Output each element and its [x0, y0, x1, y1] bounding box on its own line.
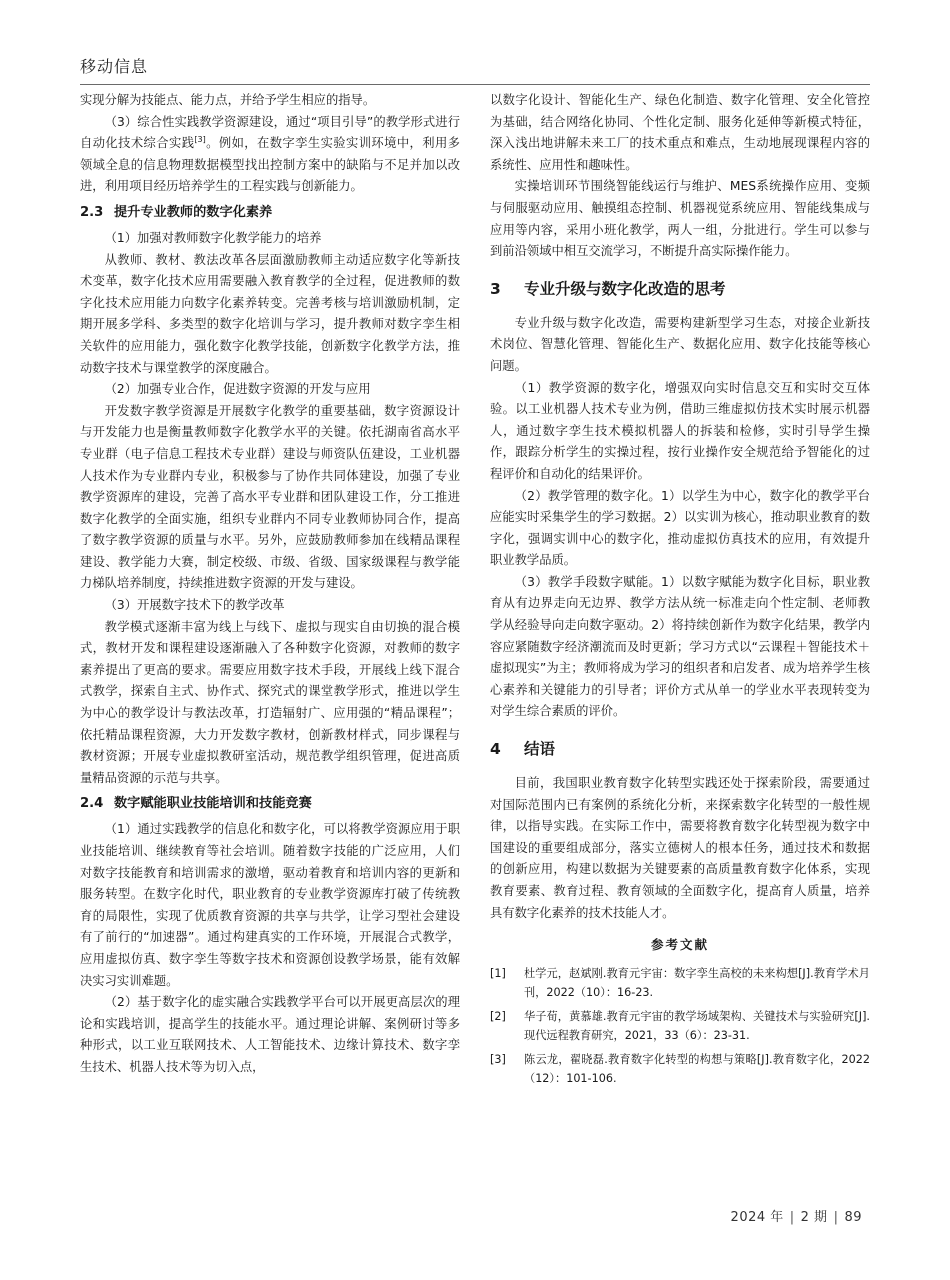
subsection-heading [80, 793, 460, 814]
paragraph: 以数字化设计、智能化生产、绿色化制造、数字化管理、安全化管控为基础，结合网络化协同、个性化定制、服务化延伸等新模式特征，深入浅出地讲解未来工厂的技术重点和难点，生动地展现课程内容的系统性、应用性和趣味性。 [490, 93, 870, 172]
paragraph-text: （3）综合性实践教学资源建设，通过“项目引导”的教学形式进行自动化技术综合实践 [80, 114, 460, 151]
paragraph: （2）基于数字化的虚实融合实践教学平台可以开展更高层次的理论和实践培训，提高学生的技能水平。通过理论讲解、案例研讨等多种形式，以工业互联网技术、人工智能技术、边缘计算技术、数字孪生技术、机器人技术等为切入点， [80, 995, 460, 1074]
paragraph: （2）加强专业合作，促进数字资源的开发与应用 [104, 382, 371, 397]
subsection-title: 数字赋能职业技能培训和技能竞赛 [114, 796, 312, 812]
page-number: 89 [844, 1210, 862, 1225]
section-number: 3 [490, 279, 501, 298]
reference-text: 陈云龙，翟晓磊.教育数字化转型的构想与策略[J].教育数字化，2022（12）：101-106. [524, 1052, 870, 1086]
paragraph: 目前，我国职业教育数字化转型实践还处于探索阶段，需要通过对国际范围内已有案例的系统化分析，来探索数字化转型的一般性规律，以指导实践。在实际工作中，需要将教育数字化转型视为数字中国建设的重要组成部分，落实立德树人的根本任务，通过技术和数据的创新应用，构建以数据为关键要素的高质量教育数字化体系，实现教育要素、教育过程、教育领域的全面数字化，提高育人质量，培养具有数字化素养的技术技能人才。 [490, 776, 870, 920]
section-heading [490, 277, 870, 301]
footer-issue: 2 期 [800, 1210, 828, 1225]
reference-item [490, 964, 870, 1003]
reference-text: 杜学元，赵斌刚.教育元宇宙：数字孪生高校的未来构想[J].教育学术月刊，2022（10）：16-23. [524, 966, 870, 1000]
paragraph-text: 。例如，在数字孪生实验实训环境中，利用多领域全息的信息物理数据模型找出控制方案中的缺陷与不足并加以改进，利用项目经历培养学生的工程实践与创新能力。 [80, 136, 460, 194]
left-column [80, 90, 460, 1079]
paragraph: （1）教学资源的数字化，增强双向实时信息交互和实时交互体验。以工业机器人技术专业为例，借助三维虚拟仿技术实时展示机器人，通过数字孪生技术模拟机器人的拆装和检修，实时引导学生操作，跟踪分析学生的实操过程，按行业操作安全规范给予智能化的过程评价和自动化的结果评价。 [490, 380, 870, 481]
paragraph: （1）加强对教师数字化教学能力的培养 [104, 230, 322, 245]
footer-divider: | [833, 1210, 839, 1225]
running-header [80, 48, 870, 85]
paragraph: （1）通过实践教学的信息化和数字化，可以将教学资源应用于职业技能培训、继续教育等社会培训。随着数字技能的广泛应用，人们对数字技能教育和培训需求的激增，驱动着教育和培训内容的更新和服务转型。在数字化时代，职业教育的专业教学资源库打破了传统教育的局限性，实现了优质教育资源的共享与共学，让学习型社会建设有了前行的“加速器”。通过构建真实的工作环境，开展混合式教学，应用虚拟仿真、数字孪生等数字技术和资源创设教学场景，能有效解决实习实训难题。 [80, 822, 460, 988]
page-footer [731, 1206, 862, 1225]
reference-text: 华子荀，黄慕雄.教育元宇宙的教学场域架构、关键技术与实验研究[J].现代远程教育研究，2021，33（6）：23-31. [524, 1009, 870, 1043]
right-column [490, 90, 870, 1093]
paragraph: （2）教学管理的数字化。1）以学生为中心，数字化的教学平台应能实时采集学生的学习数据。2）以实训为核心，推动职业教育的数字化，强调实训中心的数字化，推动虚拟仿真技术的应用，有效提升职业教学品质。 [490, 488, 870, 568]
section-title: 专业升级与数字化改造的思考 [524, 279, 726, 298]
paragraph [80, 112, 460, 198]
paragraph: 专业升级与数字化改造，需要构建新型学习生态，对接企业新技术岗位、智慧化管理、智能化生产、数据化应用、数字化技能等核心问题。 [490, 315, 870, 373]
subsection-title: 提升专业教师的数字化素养 [114, 204, 273, 220]
references-heading: 参考文献 [650, 937, 709, 953]
paragraph: 实现分解为技能点、能力点，并给予学生相应的指导。 [80, 93, 376, 107]
section-number: 4 [490, 740, 501, 759]
reference-tag: [1] [490, 966, 506, 980]
paragraph: 开发数字教学资源是开展数字化教学的重要基础，数字资源设计与开发能力也是衡量教师数字化教学水平的关键。依托湖南省高水平专业群（电子信息工程技术专业群）建设与师资队伍建设，工业机器人技术作为专业群内专业，积极参与了协作共同体建设，加强了专业教学资源库的建设，完善了高水平专业群和团队建设工作，分工推进数字化教学的全面实施，组织专业群内不同专业教师协同合作，提高了数字教学资源的质量与水平。另外，应鼓励教师参加在线精品课程建设、教学能力大赛，制定校级、市级、省级、国家级课程与教学能力梯队培养制度，持续推进数字资源的开发与建设。 [80, 403, 460, 591]
journal-name: 移动信息 [80, 57, 149, 76]
footer-divider: | [789, 1210, 795, 1225]
subsection-number: 2.4 [80, 796, 104, 812]
reference-tag: [3] [490, 1052, 506, 1066]
reference-list [490, 964, 870, 1089]
subsection-heading [80, 202, 460, 223]
section-title: 结语 [524, 740, 556, 759]
section-heading [490, 737, 870, 761]
paragraph: （3）开展数字技术下的教学改革 [104, 598, 285, 613]
paragraph: 从教师、教材、教法改革各层面激励教师主动适应数字化等新技术变革，数字化技术应用需要融入教育教学的全过程，促进教师的数字化技术应用能力向数字化素养转变。完善考核与培训激励机制，定期开展多学科、多类型的数字化培训与学习，提升教师对数字孪生相关软件的应用能力，强化数字化教学技能，创新数字化教学方法，推动数字技术与课堂教学的深度融合。 [80, 252, 460, 375]
paragraph: 实操培训环节围绕智能线运行与维护、MES系统操作应用、变频与伺服驱动应用、触摸组态控制、机器视觉系统应用、智能线集成与应用等内容，采用小班化教学，两人一组，分批进行。学生可以参与到前沿领域中相互交流学习，不断提升高实际操作能力。 [490, 179, 870, 259]
paragraph: （3）教学手段数字赋能。1）以数字赋能为数字化目标，职业教育从有边界走向无边界、教学方法从统一标准走向个性定制、老师教学从经验导向走向数字驱动。2）将持续创新作为数字化结果，教学内容应紧随数字经济潮流而及时更新；学习方式以“云课程＋智能技术＋虚拟现实”为主；教师将成为学习的组织者和启发者、成为培养学生核心素养和关键能力的引导者；评价方式从单一的学业水平表现转变为对学生综合素质的评价。 [490, 574, 870, 719]
reference-item [490, 1007, 870, 1046]
reference-item [490, 1050, 870, 1089]
footer-year: 2024 年 [730, 1210, 784, 1225]
paragraph: 教学模式逐渐丰富为线上与线下、虚拟与现实自由切换的混合模式，教材开发和课程建设逐渐融入了各种数字化资源，对教师的数字素养提出了更高的要求。需要应用数字技术手段，开展线上线下混合式教学，探索自主式、协作式、探究式的课堂教学形式，推进以学生为中心的教学设计与教法改革，打造辐射广、应用强的“精品课程”；依托精品课程资源，大力开发数字教材，创新教材样式，同步课程与教材资源；开展专业虚拟教研室活动，规范教学组织管理，促进高质量精品资源的示范与共享。 [80, 619, 460, 785]
citation-ref[interactable]: [3] [194, 135, 206, 145]
subsection-number: 2.3 [80, 204, 104, 220]
reference-tag: [2] [490, 1009, 506, 1023]
